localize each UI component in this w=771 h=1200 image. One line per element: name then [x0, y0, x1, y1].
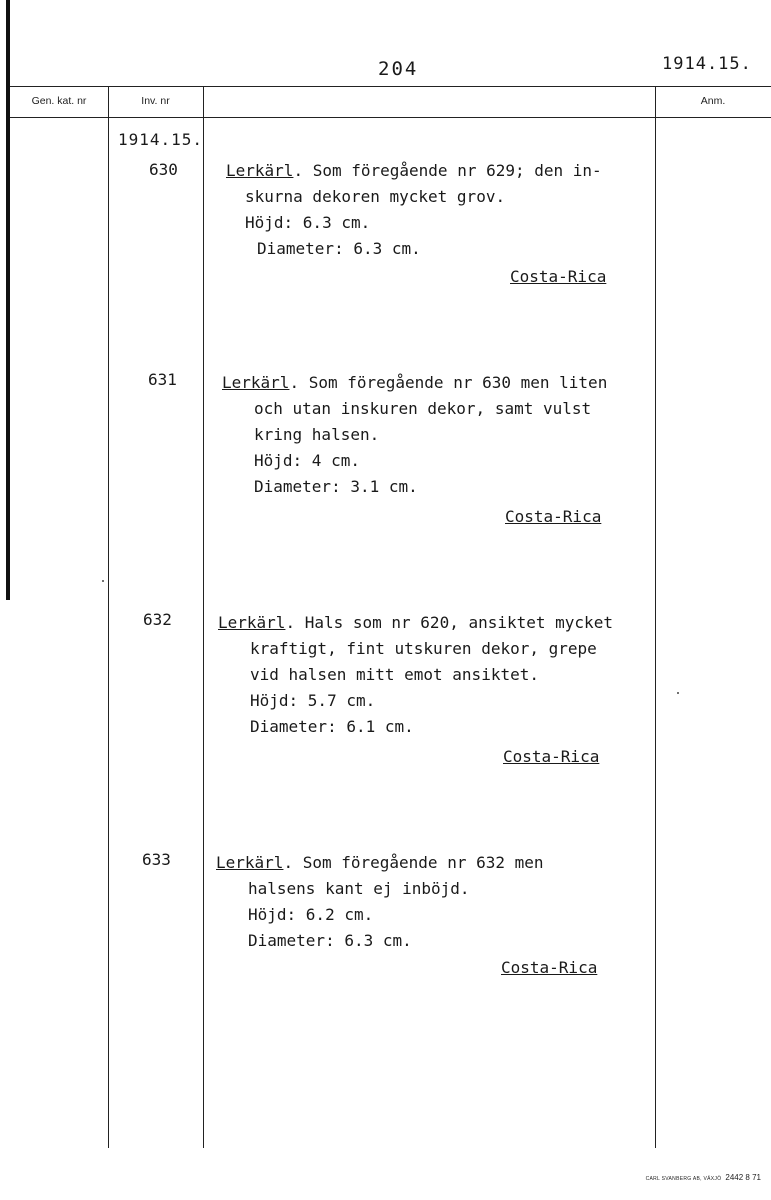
entry-line: och utan inskuren dekor, samt vulst: [254, 399, 592, 418]
inventory-number: 631: [148, 370, 177, 389]
entry-line: Diameter: 6.1 cm.: [250, 717, 414, 736]
entry-line: Höjd: 6.3 cm.: [245, 213, 371, 232]
catalog-entry: [216, 850, 544, 954]
origin-label: Costa-Rica: [501, 958, 598, 977]
entry-line: Höjd: 4 cm.: [254, 451, 360, 470]
entry-line: kraftigt, fint utskuren dekor, grepe: [250, 639, 597, 658]
column-header-anm: Anm.: [700, 95, 726, 107]
entry-first-line: Lerkärl. Som föregående nr 629; den in-: [226, 161, 602, 180]
inventory-year-label: 1914.15.: [118, 130, 204, 149]
entry-line: Diameter: 6.3 cm.: [248, 931, 412, 950]
entry-title: Lerkärl: [218, 613, 286, 632]
origin-label: Costa-Rica: [505, 507, 602, 526]
binder-edge: [6, 0, 10, 600]
entry-title: Lerkärl: [226, 161, 294, 180]
header-year-ref: 1914.15.: [662, 54, 752, 74]
form-code: 2442 8 71: [725, 1173, 761, 1182]
catalog-entry: [226, 158, 602, 262]
printer-name: CARL SVANBERG AB, VÄXJÖ: [645, 1176, 722, 1182]
entry-title: Lerkärl: [222, 373, 290, 392]
origin-label: Costa-Rica: [503, 747, 600, 766]
entry-line: Höjd: 5.7 cm.: [250, 691, 376, 710]
entry-line: Höjd: 6.2 cm.: [248, 905, 374, 924]
page-number: 204: [378, 58, 419, 80]
catalog-entry: [222, 370, 607, 500]
entry-line: Diameter: 6.3 cm.: [257, 239, 421, 258]
entry-title: Lerkärl: [216, 853, 284, 872]
inventory-number: 633: [142, 850, 171, 869]
inventory-number: 632: [143, 610, 172, 629]
entry-line: kring halsen.: [254, 425, 380, 444]
scan-speck: [102, 580, 104, 582]
printer-footer: [646, 1173, 761, 1182]
inventory-number: 630: [149, 160, 178, 179]
entry-line: Diameter: 3.1 cm.: [254, 477, 418, 496]
header-bottom-rule: [10, 117, 771, 118]
column-header-gen-kat-nr: Gen. kat. nr: [31, 95, 87, 107]
header-top-rule: [10, 86, 771, 87]
entry-line: skurna dekoren mycket grov.: [245, 187, 506, 206]
entry-first-line: Lerkärl. Hals som nr 620, ansiktet mycket: [218, 613, 613, 632]
entry-line: halsens kant ej inböjd.: [248, 879, 470, 898]
column-divider-inv: [203, 86, 204, 1148]
origin-label: Costa-Rica: [510, 267, 607, 286]
column-divider-gen-kat: [108, 86, 109, 1148]
column-header-inv-nr: Inv. nr: [141, 95, 170, 107]
entry-first-line: Lerkärl. Som föregående nr 630 men liten: [222, 373, 608, 392]
entry-line: vid halsen mitt emot ansiktet.: [250, 665, 539, 684]
scan-speck: [677, 692, 679, 694]
entry-first-line: Lerkärl. Som föregående nr 632 men: [216, 853, 544, 872]
catalog-entry: [218, 610, 613, 740]
column-divider-anm: [655, 86, 656, 1148]
